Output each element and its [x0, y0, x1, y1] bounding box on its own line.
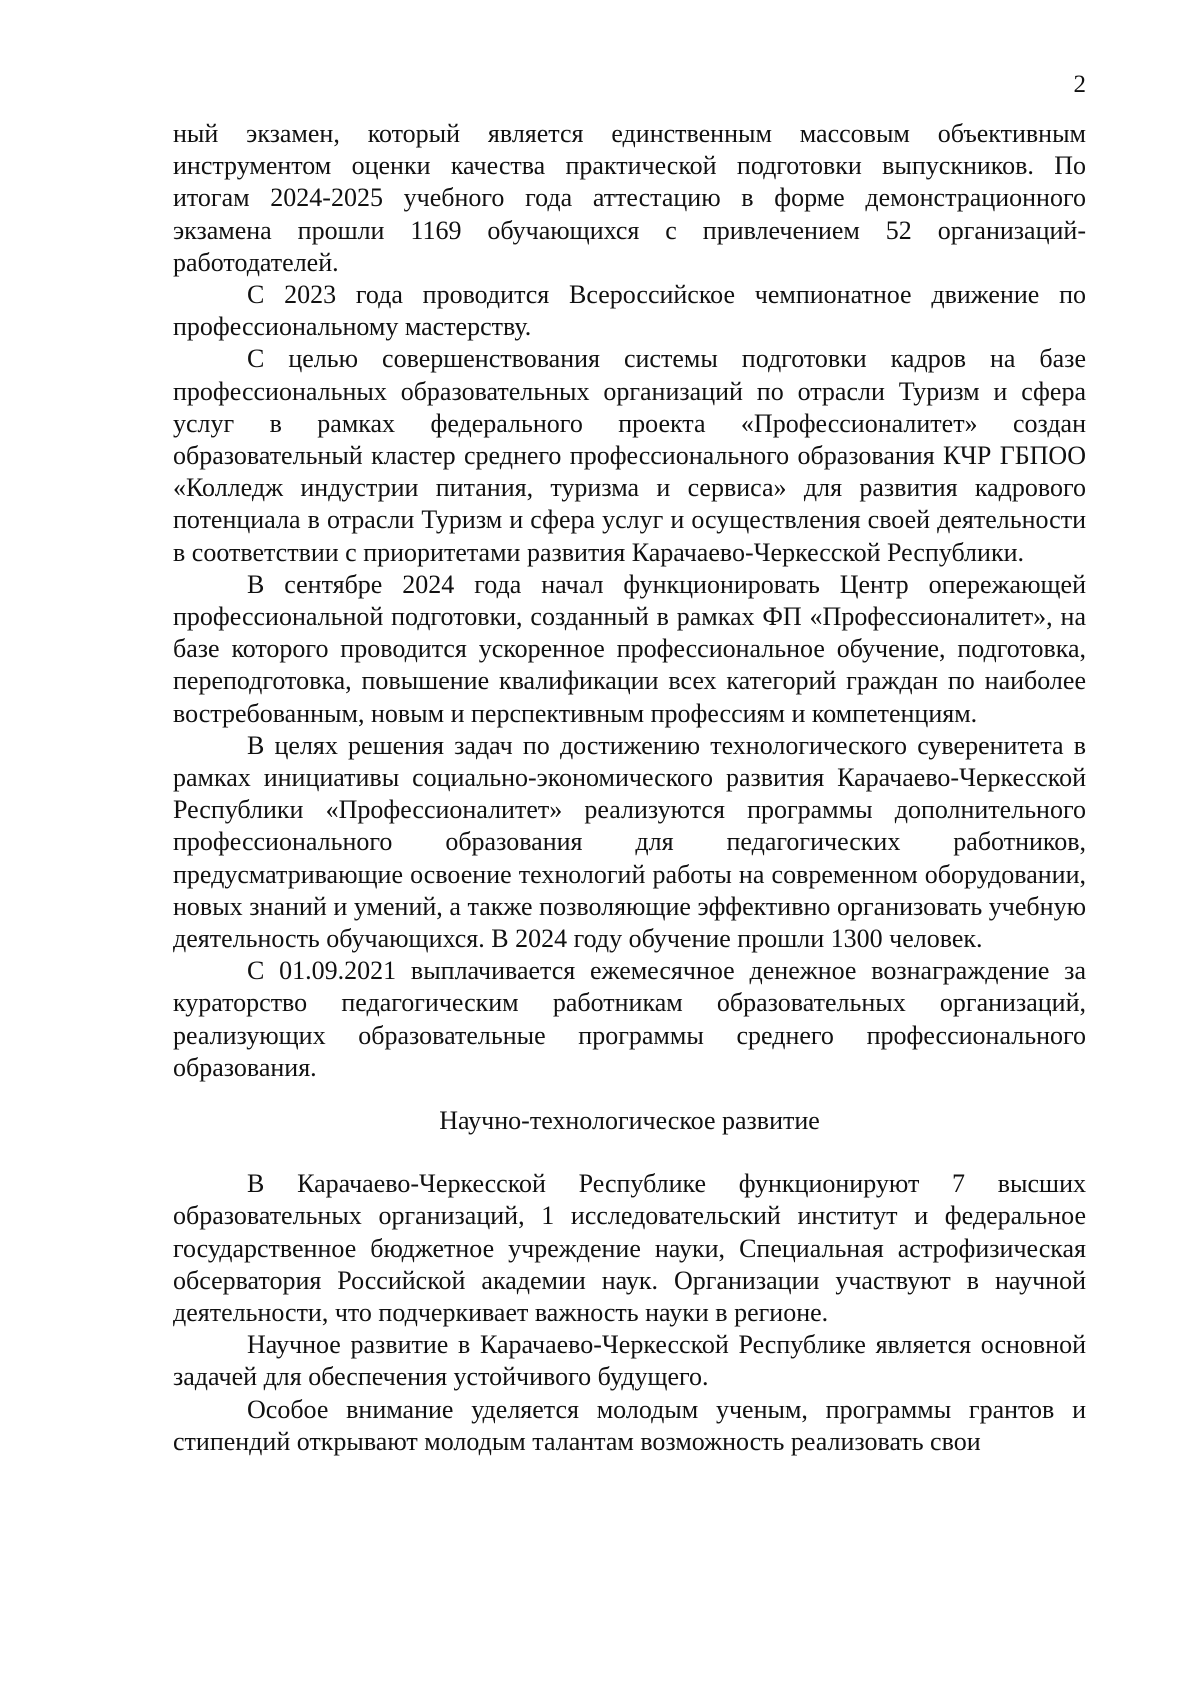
paragraph: ный экзамен, который является единственным массовым объективным инструментом оценки качества практической подготовки выпускников. По итогам 2024-2025 учебного года аттестацию в форме демонстрационного экзамена прошли 1169 обучающихся с привлечением 52 организаций-работодателей.: [173, 119, 1086, 277]
paragraph: Научное развитие в Карачаево-Черкесской Республике является основной задачей для обеспечения устойчивого будущего.: [173, 1330, 1086, 1392]
section-heading: Научно-технологическое развитие: [439, 1106, 820, 1136]
paragraph: В целях решения задач по достижению технологического суверенитета в рамках инициативы социально-экономического развития Карачаево-Черкесской Республики «Профессионалитет» реализуются программы дополнительного профессионального образования для педагогических работников, предусматривающие освоение технологий работы на современном оборудовании, новых знаний и умений, а также позволяющие эффективно организовать учебную деятельность обучающихся. В 2024 году обучение прошли 1300 человек.: [173, 730, 1086, 954]
paragraph: С 01.09.2021 выплачивается ежемесячное денежное вознаграждение за кураторство педагогическим работникам образовательных организаций, реализующих образовательные программы среднего профессионального образования.: [173, 956, 1086, 1082]
paragraph: В сентябре 2024 года начал функционировать Центр опережающей профессиональной подготовки, созданный в рамках ФП «Профессионалитет», на базе которого проводится ускоренное профессиональное обучение, подготовка, переподготовка, повышение квалификации всех категорий граждан по наиболее востребованным, новым и перспективным профессиям и компетенциям.: [173, 569, 1086, 728]
paragraph: С 2023 года проводится Всероссийское чемпионатное движение по профессиональному мастерству.: [173, 280, 1086, 342]
paragraph: Особое внимание уделяется молодым ученым, программы грантов и стипендий открывают молодым талантам возможность реализовать свои: [173, 1394, 1086, 1456]
paragraph: В Карачаево-Черкесской Республике функционируют 7 высших образовательных организаций, 1 исследовательский институт и федеральное государственное бюджетное учреждение науки, Специальная астрофизическая обсерватория Российской академии наук. Организации участвуют в научной деятельности, что подчеркивает важность науки в регионе.: [173, 1169, 1086, 1327]
page-number: 2: [1073, 71, 1086, 98]
paragraph: С целью совершенствования системы подготовки кадров на базе профессиональных образовательных организаций по отрасли Туризм и сфера услуг в рамках федерального проекта «Профессионалитет» создан образовательный кластер среднего профессионального образования КЧР ГБПОО «Колледж индустрии питания, туризма и сервиса» для развития кадрового потенциала в отрасли Туризм и сфера услуг и осуществления своей деятельности в соответствии с приоритетами развития Карачаево-Черкесской Республики.: [173, 344, 1086, 567]
document-body: [173, 118, 1086, 1458]
